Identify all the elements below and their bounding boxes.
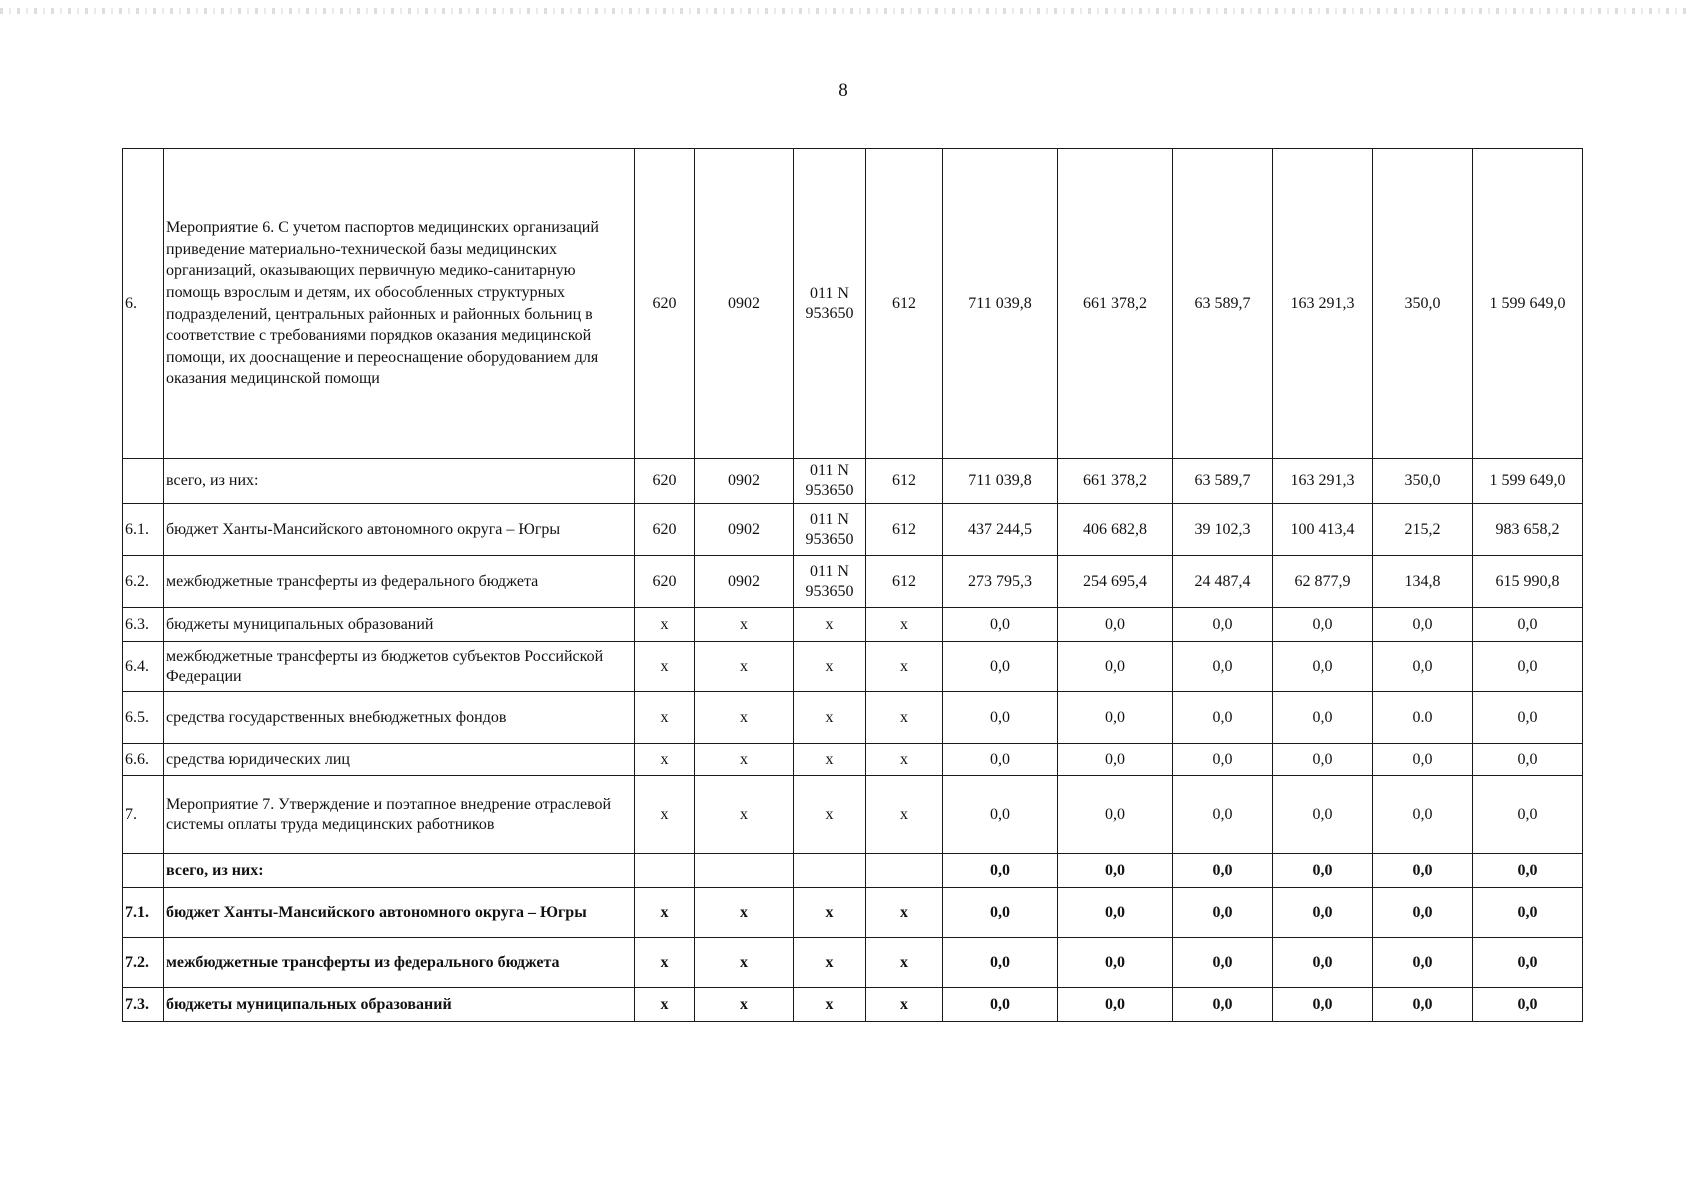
table-row (123, 854, 1583, 888)
value-1-cell: 0,0 (943, 888, 1058, 938)
target-code-cell (794, 504, 866, 556)
target-code-part-2: 953650 (805, 482, 854, 499)
row-number-cell: 6.3. (123, 608, 164, 642)
table-row (123, 744, 1583, 776)
table-row (123, 938, 1583, 988)
target-code-cell (794, 854, 866, 888)
value-6-cell: 0,0 (1473, 938, 1583, 988)
value-2-cell: 661 378,2 (1058, 459, 1173, 504)
table-row (123, 888, 1583, 938)
value-1-cell: 0,0 (943, 776, 1058, 854)
target-code-part-1: 011 N (810, 510, 849, 528)
gp-code-cell: 620 (635, 149, 695, 459)
value-3-cell: 24 487,4 (1173, 556, 1273, 608)
scan-edge-artifact (0, 8, 1686, 14)
row-number-cell: 6.4. (123, 642, 164, 692)
target-code-cell (794, 776, 866, 854)
value-4-cell: 0,0 (1273, 776, 1373, 854)
value-1-cell: 0,0 (943, 854, 1058, 888)
value-1-cell: 0,0 (943, 692, 1058, 744)
value-4-cell: 163 291,3 (1273, 149, 1373, 459)
value-2-cell: 0,0 (1058, 854, 1173, 888)
row-number-cell: 7.3. (123, 988, 164, 1022)
value-2-cell: 0,0 (1058, 744, 1173, 776)
section-code-cell: x (695, 692, 794, 744)
value-1-cell: 273 795,3 (943, 556, 1058, 608)
expense-type-code-cell: 612 (866, 149, 943, 459)
value-3-cell: 0,0 (1173, 642, 1273, 692)
target-code-part-1: 011 N (810, 462, 849, 479)
value-1-cell: 0,0 (943, 988, 1058, 1022)
section-code-cell: x (695, 938, 794, 988)
value-4-cell: 0,0 (1273, 608, 1373, 642)
expense-type-code-cell: 612 (866, 459, 943, 504)
value-6-cell: 0,0 (1473, 988, 1583, 1022)
gp-code-cell: 620 (635, 556, 695, 608)
target-code-part-1: 011 N (810, 562, 849, 580)
expense-type-code-cell: x (866, 988, 943, 1022)
row-name-cell: всего, из них: (164, 459, 635, 504)
gp-code-cell: x (635, 776, 695, 854)
value-3-cell: 0,0 (1173, 692, 1273, 744)
table-row (123, 776, 1583, 854)
value-1-cell: 0,0 (943, 744, 1058, 776)
row-number-cell (123, 459, 164, 504)
budget-table (122, 148, 1583, 1022)
value-1-cell: 711 039,8 (943, 459, 1058, 504)
value-3-cell: 0,0 (1173, 888, 1273, 938)
row-name-cell: бюджет Ханты-Мансийского автономного округа – Югры (164, 888, 635, 938)
value-4-cell: 0,0 (1273, 938, 1373, 988)
row-name-cell: межбюджетные трансферты из федерального бюджета (164, 556, 635, 608)
row-name-cell: бюджеты муниципальных образований (164, 988, 635, 1022)
expense-type-code-cell: x (866, 938, 943, 988)
row-name-cell: средства государственных внебюджетных фондов (164, 692, 635, 744)
row-number-cell: 7.2. (123, 938, 164, 988)
expense-type-code-cell: x (866, 888, 943, 938)
gp-code-cell: x (635, 608, 695, 642)
value-2-cell: 0,0 (1058, 988, 1173, 1022)
expense-type-code-cell: x (866, 608, 943, 642)
value-2-cell: 0,0 (1058, 642, 1173, 692)
value-5-cell: 350,0 (1373, 459, 1473, 504)
value-2-cell: 0,0 (1058, 888, 1173, 938)
row-name-cell: Мероприятие 6. С учетом паспортов медицинских организаций приведение материально-технической базы медицинских организаций, оказывающих первичную медико-санитарную помощь взрослым и детям, их обособленных структурных подразделений, центральных районных и районных больниц в соответствие с требованиями порядков оказания медицинской помощи, их дооснащение и переоснащение оборудованием для оказания медицинской помощи (164, 149, 635, 459)
target-code-cell (794, 888, 866, 938)
target-code-part-2: 953650 (805, 582, 854, 600)
gp-code-cell (635, 854, 695, 888)
row-name-cell: средства юридических лиц (164, 744, 635, 776)
value-5-cell: 0,0 (1373, 776, 1473, 854)
value-1-cell: 0,0 (943, 938, 1058, 988)
value-4-cell: 0,0 (1273, 642, 1373, 692)
row-name-cell: всего, из них: (164, 854, 635, 888)
value-2-cell: 0,0 (1058, 692, 1173, 744)
value-2-cell: 406 682,8 (1058, 504, 1173, 556)
section-code-cell: x (695, 888, 794, 938)
value-1-cell: 0,0 (943, 608, 1058, 642)
page-number: 8 (838, 80, 848, 101)
table-row (123, 988, 1583, 1022)
value-6-cell: 0,0 (1473, 608, 1583, 642)
gp-code-cell: x (635, 888, 695, 938)
value-4-cell: 62 877,9 (1273, 556, 1373, 608)
section-code-cell: 0902 (695, 556, 794, 608)
row-name-cell: Мероприятие 7. Утверждение и поэтапное внедрение отраслевой системы оплаты труда медицинских работников (164, 776, 635, 854)
value-2-cell: 0,0 (1058, 776, 1173, 854)
target-code-part-1: x (825, 805, 834, 823)
value-4-cell: 0,0 (1273, 692, 1373, 744)
table-row (123, 504, 1583, 556)
row-name-cell: бюджет Ханты-Мансийского автономного округа – Югры (164, 504, 635, 556)
value-3-cell: 39 102,3 (1173, 504, 1273, 556)
value-3-cell: 63 589,7 (1173, 459, 1273, 504)
section-code-cell: x (695, 608, 794, 642)
value-3-cell: 63 589,7 (1173, 149, 1273, 459)
section-code-cell: x (695, 642, 794, 692)
target-code-part-1: x (825, 995, 834, 1013)
target-code-part-1: 011 N (810, 284, 849, 302)
value-1-cell: 437 244,5 (943, 504, 1058, 556)
section-code-cell: x (695, 744, 794, 776)
row-number-cell (123, 854, 164, 888)
value-5-cell: 0,0 (1373, 854, 1473, 888)
gp-code-cell: x (635, 692, 695, 744)
value-5-cell: 0,0 (1373, 938, 1473, 988)
value-3-cell: 0,0 (1173, 744, 1273, 776)
target-code-part-1: x (825, 657, 834, 675)
target-code-part-1: x (825, 903, 834, 921)
value-5-cell: 0,0 (1373, 642, 1473, 692)
target-code-cell (794, 608, 866, 642)
expense-type-code-cell: x (866, 776, 943, 854)
expense-type-code-cell: 612 (866, 556, 943, 608)
table-row (123, 642, 1583, 692)
value-3-cell: 0,0 (1173, 988, 1273, 1022)
row-number-cell: 6.1. (123, 504, 164, 556)
expense-type-code-cell: x (866, 744, 943, 776)
section-code-cell: x (695, 988, 794, 1022)
row-number-cell: 6. (123, 149, 164, 459)
target-code-part-2: 953650 (805, 530, 854, 548)
table-body (123, 149, 1583, 1022)
value-6-cell: 0,0 (1473, 744, 1583, 776)
value-6-cell: 0,0 (1473, 776, 1583, 854)
value-6-cell: 1 599 649,0 (1473, 459, 1583, 504)
target-code-part-1: x (825, 708, 834, 726)
table-row (123, 692, 1583, 744)
section-code-cell: 0902 (695, 504, 794, 556)
gp-code-cell: x (635, 744, 695, 776)
section-code-cell (695, 854, 794, 888)
row-number-cell: 7. (123, 776, 164, 854)
value-3-cell: 0,0 (1173, 938, 1273, 988)
value-6-cell: 0,0 (1473, 888, 1583, 938)
value-4-cell: 163 291,3 (1273, 459, 1373, 504)
value-6-cell: 615 990,8 (1473, 556, 1583, 608)
value-5-cell: 0,0 (1373, 988, 1473, 1022)
row-name-cell: межбюджетные трансферты из бюджетов субъектов Российской Федерации (164, 642, 635, 692)
gp-code-cell: 620 (635, 504, 695, 556)
expense-type-code-cell (866, 854, 943, 888)
target-code-cell (794, 149, 866, 459)
value-1-cell: 711 039,8 (943, 149, 1058, 459)
row-name-cell: бюджеты муниципальных образований (164, 608, 635, 642)
gp-code-cell: 620 (635, 459, 695, 504)
value-2-cell: 0,0 (1058, 938, 1173, 988)
target-code-cell (794, 459, 866, 504)
target-code-part-1: x (825, 953, 834, 971)
table-row (123, 149, 1583, 459)
value-2-cell: 0,0 (1058, 608, 1173, 642)
expense-type-code-cell: 612 (866, 504, 943, 556)
value-2-cell: 254 695,4 (1058, 556, 1173, 608)
row-number-cell: 6.6. (123, 744, 164, 776)
row-number-cell: 7.1. (123, 888, 164, 938)
target-code-cell (794, 988, 866, 1022)
target-code-part-1: x (825, 615, 834, 633)
value-5-cell: 0,0 (1373, 888, 1473, 938)
value-5-cell: 350,0 (1373, 149, 1473, 459)
target-code-part-2: 953650 (805, 304, 854, 322)
target-code-cell (794, 556, 866, 608)
value-6-cell: 0,0 (1473, 854, 1583, 888)
expense-type-code-cell: x (866, 692, 943, 744)
value-5-cell: 0,0 (1373, 608, 1473, 642)
section-code-cell: 0902 (695, 149, 794, 459)
gp-code-cell: x (635, 938, 695, 988)
target-code-cell (794, 744, 866, 776)
row-number-cell: 6.5. (123, 692, 164, 744)
value-2-cell: 661 378,2 (1058, 149, 1173, 459)
value-5-cell: 0,0 (1373, 744, 1473, 776)
table-row (123, 556, 1583, 608)
gp-code-cell: x (635, 988, 695, 1022)
value-1-cell: 0,0 (943, 642, 1058, 692)
row-name-cell: межбюджетные трансферты из федерального бюджета (164, 938, 635, 988)
value-5-cell: 0.0 (1373, 692, 1473, 744)
value-6-cell: 1 599 649,0 (1473, 149, 1583, 459)
table-row (123, 608, 1583, 642)
value-3-cell: 0,0 (1173, 608, 1273, 642)
value-4-cell: 100 413,4 (1273, 504, 1373, 556)
value-6-cell: 983 658,2 (1473, 504, 1583, 556)
row-number-cell: 6.2. (123, 556, 164, 608)
section-code-cell: 0902 (695, 459, 794, 504)
value-3-cell: 0,0 (1173, 854, 1273, 888)
value-6-cell: 0,0 (1473, 642, 1583, 692)
value-4-cell: 0,0 (1273, 988, 1373, 1022)
value-4-cell: 0,0 (1273, 854, 1373, 888)
expense-type-code-cell: x (866, 642, 943, 692)
value-4-cell: 0,0 (1273, 888, 1373, 938)
value-5-cell: 215,2 (1373, 504, 1473, 556)
target-code-part-1: x (825, 750, 834, 768)
table-row (123, 459, 1583, 504)
value-5-cell: 134,8 (1373, 556, 1473, 608)
value-6-cell: 0,0 (1473, 692, 1583, 744)
target-code-cell (794, 642, 866, 692)
target-code-cell (794, 938, 866, 988)
gp-code-cell: x (635, 642, 695, 692)
target-code-cell (794, 692, 866, 744)
value-3-cell: 0,0 (1173, 776, 1273, 854)
section-code-cell: x (695, 776, 794, 854)
value-4-cell: 0,0 (1273, 744, 1373, 776)
